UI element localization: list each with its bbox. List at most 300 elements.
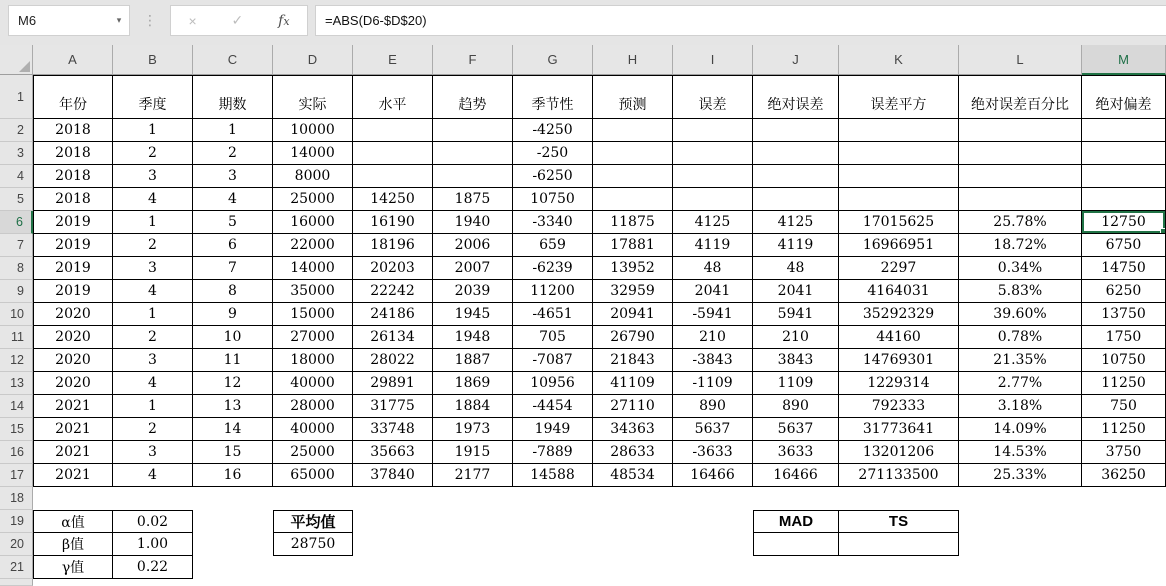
cell-E9[interactable]: 22242 (353, 280, 433, 303)
cell-A16[interactable]: 2021 (33, 441, 113, 464)
cell-H14[interactable]: 27110 (593, 395, 673, 418)
cell-K20[interactable] (839, 533, 959, 556)
cell-L11[interactable]: 0.78% (959, 326, 1082, 349)
enter-icon[interactable]: ✓ (231, 12, 244, 28)
cell-I6[interactable]: 4125 (673, 211, 753, 234)
cell-A3[interactable]: 2018 (33, 142, 113, 165)
cell-H21[interactable] (593, 556, 673, 579)
cell-I19[interactable] (673, 510, 753, 533)
cell-C8[interactable]: 7 (193, 257, 273, 280)
cell-M6[interactable]: 12750 (1082, 211, 1166, 234)
row-header-18[interactable]: 18 (0, 487, 33, 510)
cell-C18[interactable] (193, 487, 273, 510)
cell-E8[interactable]: 20203 (353, 257, 433, 280)
cell-H19[interactable] (593, 510, 673, 533)
cell-C16[interactable]: 15 (193, 441, 273, 464)
cell-A19[interactable]: α值 (33, 510, 113, 533)
cell-M11[interactable]: 1750 (1082, 326, 1166, 349)
cell-F12[interactable]: 1887 (433, 349, 513, 372)
cell-A12[interactable]: 2020 (33, 349, 113, 372)
cell-B18[interactable] (113, 487, 193, 510)
cell-G21[interactable] (513, 556, 593, 579)
cell-I2[interactable] (673, 119, 753, 142)
cell-J1[interactable]: 绝对误差 (753, 75, 839, 119)
cell-C5[interactable]: 4 (193, 188, 273, 211)
cell-M20[interactable] (1082, 533, 1166, 556)
insert-function-icon[interactable] (278, 13, 289, 29)
cell-K5[interactable] (839, 188, 959, 211)
cell-L12[interactable]: 21.35% (959, 349, 1082, 372)
cell-K17[interactable]: 271133500 (839, 464, 959, 487)
cell-L7[interactable]: 18.72% (959, 234, 1082, 257)
cell-L1[interactable]: 绝对误差百分比 (959, 75, 1082, 119)
cell-I15[interactable]: 5637 (673, 418, 753, 441)
cell-I7[interactable]: 4119 (673, 234, 753, 257)
cell-M16[interactable]: 3750 (1082, 441, 1166, 464)
cell-C15[interactable]: 14 (193, 418, 273, 441)
cell-I5[interactable] (673, 188, 753, 211)
cell-I8[interactable]: 48 (673, 257, 753, 280)
cell-C3[interactable]: 2 (193, 142, 273, 165)
cell-F13[interactable]: 1869 (433, 372, 513, 395)
cell-D7[interactable]: 22000 (273, 234, 353, 257)
cell-H18[interactable] (593, 487, 673, 510)
cell-I20[interactable] (673, 533, 753, 556)
cell-F3[interactable] (433, 142, 513, 165)
cell-F18[interactable] (433, 487, 513, 510)
cell-F16[interactable]: 1915 (433, 441, 513, 464)
column-header-C[interactable]: C (193, 45, 273, 75)
cell-H12[interactable]: 21843 (593, 349, 673, 372)
formula-bar-resize-handle[interactable]: ⋮ (143, 12, 157, 28)
cell-E4[interactable] (353, 165, 433, 188)
column-header-A[interactable]: A (33, 45, 113, 75)
cell-D3[interactable]: 14000 (273, 142, 353, 165)
cell-E11[interactable]: 26134 (353, 326, 433, 349)
cell-K8[interactable]: 2297 (839, 257, 959, 280)
cell-L19[interactable] (959, 510, 1082, 533)
cell-I14[interactable]: 890 (673, 395, 753, 418)
cell-J6[interactable]: 4125 (753, 211, 839, 234)
cell-D19[interactable]: 平均值 (273, 510, 353, 533)
cell-B7[interactable]: 2 (113, 234, 193, 257)
cell-K19[interactable]: TS (839, 510, 959, 533)
name-box-dropdown-icon[interactable]: ▾ (116, 15, 122, 25)
row-header-7[interactable]: 7 (0, 234, 33, 257)
cell-G6[interactable]: -3340 (513, 211, 593, 234)
cell-L16[interactable]: 14.53% (959, 441, 1082, 464)
column-header-L[interactable]: L (959, 45, 1082, 75)
cell-K1[interactable]: 误差平方 (839, 75, 959, 119)
cell-F2[interactable] (433, 119, 513, 142)
row-header-12[interactable]: 12 (0, 349, 33, 372)
cell-K10[interactable]: 35292329 (839, 303, 959, 326)
cell-C21[interactable] (193, 556, 273, 579)
cell-K3[interactable] (839, 142, 959, 165)
cell-L14[interactable]: 3.18% (959, 395, 1082, 418)
cell-A14[interactable]: 2021 (33, 395, 113, 418)
cell-F15[interactable]: 1973 (433, 418, 513, 441)
cell-A21[interactable]: γ值 (33, 556, 113, 579)
cell-G1[interactable]: 季节性 (513, 75, 593, 119)
row-header-2[interactable]: 2 (0, 119, 33, 142)
cell-G15[interactable]: 1949 (513, 418, 593, 441)
cell-L2[interactable] (959, 119, 1082, 142)
cell-G5[interactable]: 10750 (513, 188, 593, 211)
cell-A17[interactable]: 2021 (33, 464, 113, 487)
cell-J13[interactable]: 1109 (753, 372, 839, 395)
cell-G20[interactable] (513, 533, 593, 556)
cell-K4[interactable] (839, 165, 959, 188)
cell-A18[interactable] (33, 487, 113, 510)
cell-E19[interactable] (353, 510, 433, 533)
cell-C4[interactable]: 3 (193, 165, 273, 188)
name-box[interactable] (8, 5, 130, 36)
cell-E12[interactable]: 28022 (353, 349, 433, 372)
cell-M10[interactable]: 13750 (1082, 303, 1166, 326)
cancel-icon[interactable]: × (188, 12, 197, 29)
cell-D20[interactable]: 28750 (273, 533, 353, 556)
cell-A13[interactable]: 2020 (33, 372, 113, 395)
cell-G2[interactable]: -4250 (513, 119, 593, 142)
cell-H5[interactable] (593, 188, 673, 211)
cell-D5[interactable]: 25000 (273, 188, 353, 211)
cell-L6[interactable]: 25.78% (959, 211, 1082, 234)
row-header-21[interactable]: 21 (0, 556, 33, 579)
cell-I16[interactable]: -3633 (673, 441, 753, 464)
cell-I10[interactable]: -5941 (673, 303, 753, 326)
cell-J19[interactable]: MAD (753, 510, 839, 533)
cell-A11[interactable]: 2020 (33, 326, 113, 349)
cell-M21[interactable] (1082, 556, 1166, 579)
cell-K2[interactable] (839, 119, 959, 142)
cell-E15[interactable]: 33748 (353, 418, 433, 441)
cell-K15[interactable]: 31773641 (839, 418, 959, 441)
cell-B4[interactable]: 3 (113, 165, 193, 188)
cell-C12[interactable]: 11 (193, 349, 273, 372)
cell-B6[interactable]: 1 (113, 211, 193, 234)
cell-E10[interactable]: 24186 (353, 303, 433, 326)
cell-D13[interactable]: 40000 (273, 372, 353, 395)
cell-G19[interactable] (513, 510, 593, 533)
row-header-5[interactable]: 5 (0, 188, 33, 211)
cell-E21[interactable] (353, 556, 433, 579)
column-header-J[interactable]: J (753, 45, 839, 75)
cell-B20[interactable]: 1.00 (113, 533, 193, 556)
cell-A1[interactable]: 年份 (33, 75, 113, 119)
cell-D9[interactable]: 35000 (273, 280, 353, 303)
cell-D1[interactable]: 实际 (273, 75, 353, 119)
cell-F6[interactable]: 1940 (433, 211, 513, 234)
cell-K11[interactable]: 44160 (839, 326, 959, 349)
cell-F5[interactable]: 1875 (433, 188, 513, 211)
cell-J14[interactable]: 890 (753, 395, 839, 418)
column-header-D[interactable]: D (273, 45, 353, 75)
cell-H9[interactable]: 32959 (593, 280, 673, 303)
cell-L20[interactable] (959, 533, 1082, 556)
cell-D10[interactable]: 15000 (273, 303, 353, 326)
cell-I3[interactable] (673, 142, 753, 165)
cell-F14[interactable]: 1884 (433, 395, 513, 418)
cell-C10[interactable]: 9 (193, 303, 273, 326)
cell-D6[interactable]: 16000 (273, 211, 353, 234)
cell-K9[interactable]: 4164031 (839, 280, 959, 303)
cell-G7[interactable]: 659 (513, 234, 593, 257)
cell-E6[interactable]: 16190 (353, 211, 433, 234)
cell-F7[interactable]: 2006 (433, 234, 513, 257)
cell-G13[interactable]: 10956 (513, 372, 593, 395)
column-header-G[interactable]: G (513, 45, 593, 75)
cell-F11[interactable]: 1948 (433, 326, 513, 349)
cell-F17[interactable]: 2177 (433, 464, 513, 487)
cell-A20[interactable]: β值 (33, 533, 113, 556)
cell-M17[interactable]: 36250 (1082, 464, 1166, 487)
cell-K13[interactable]: 1229314 (839, 372, 959, 395)
cell-M14[interactable]: 750 (1082, 395, 1166, 418)
column-header-I[interactable]: I (673, 45, 753, 75)
row-header-17[interactable]: 17 (0, 464, 33, 487)
cell-D17[interactable]: 65000 (273, 464, 353, 487)
row-header-1[interactable]: 1 (0, 75, 33, 119)
cell-E5[interactable]: 14250 (353, 188, 433, 211)
cell-D16[interactable]: 25000 (273, 441, 353, 464)
cell-A5[interactable]: 2018 (33, 188, 113, 211)
cell-B15[interactable]: 2 (113, 418, 193, 441)
cell-F1[interactable]: 趋势 (433, 75, 513, 119)
column-header-K[interactable]: K (839, 45, 959, 75)
cell-M4[interactable] (1082, 165, 1166, 188)
cell-G9[interactable]: 11200 (513, 280, 593, 303)
cell-K7[interactable]: 16966951 (839, 234, 959, 257)
cell-G4[interactable]: -6250 (513, 165, 593, 188)
cell-G16[interactable]: -7889 (513, 441, 593, 464)
cell-G11[interactable]: 705 (513, 326, 593, 349)
cell-M3[interactable] (1082, 142, 1166, 165)
cell-H1[interactable]: 预测 (593, 75, 673, 119)
cell-M2[interactable] (1082, 119, 1166, 142)
cell-M15[interactable]: 11250 (1082, 418, 1166, 441)
cell-A9[interactable]: 2019 (33, 280, 113, 303)
cell-J18[interactable] (753, 487, 839, 510)
cell-L10[interactable]: 39.60% (959, 303, 1082, 326)
cell-H7[interactable]: 17881 (593, 234, 673, 257)
row-header-20[interactable]: 20 (0, 533, 33, 556)
cell-L9[interactable]: 5.83% (959, 280, 1082, 303)
cell-I21[interactable] (673, 556, 753, 579)
cell-B1[interactable]: 季度 (113, 75, 193, 119)
cell-C7[interactable]: 6 (193, 234, 273, 257)
cell-B3[interactable]: 2 (113, 142, 193, 165)
column-header-M[interactable]: M (1082, 45, 1166, 75)
row-header-10[interactable]: 10 (0, 303, 33, 326)
cell-M5[interactable] (1082, 188, 1166, 211)
cell-E18[interactable] (353, 487, 433, 510)
cell-J20[interactable] (753, 533, 839, 556)
cell-J10[interactable]: 5941 (753, 303, 839, 326)
cell-C2[interactable]: 1 (193, 119, 273, 142)
column-header-H[interactable]: H (593, 45, 673, 75)
cell-M7[interactable]: 6750 (1082, 234, 1166, 257)
cell-I9[interactable]: 2041 (673, 280, 753, 303)
cell-K18[interactable] (839, 487, 959, 510)
cell-E7[interactable]: 18196 (353, 234, 433, 257)
cell-L5[interactable] (959, 188, 1082, 211)
cell-M18[interactable] (1082, 487, 1166, 510)
cell-H2[interactable] (593, 119, 673, 142)
row-header-9[interactable]: 9 (0, 280, 33, 303)
cell-B9[interactable]: 4 (113, 280, 193, 303)
cell-J3[interactable] (753, 142, 839, 165)
cell-D2[interactable]: 10000 (273, 119, 353, 142)
cell-B12[interactable]: 3 (113, 349, 193, 372)
cell-A4[interactable]: 2018 (33, 165, 113, 188)
cell-E3[interactable] (353, 142, 433, 165)
cell-E2[interactable] (353, 119, 433, 142)
cell-M8[interactable]: 14750 (1082, 257, 1166, 280)
cell-E13[interactable]: 29891 (353, 372, 433, 395)
cell-D8[interactable]: 14000 (273, 257, 353, 280)
cell-M12[interactable]: 10750 (1082, 349, 1166, 372)
cell-I1[interactable]: 误差 (673, 75, 753, 119)
cell-M19[interactable] (1082, 510, 1166, 533)
cell-K14[interactable]: 792333 (839, 395, 959, 418)
cell-B17[interactable]: 4 (113, 464, 193, 487)
cell-F20[interactable] (433, 533, 513, 556)
cell-I12[interactable]: -3843 (673, 349, 753, 372)
cell-J12[interactable]: 3843 (753, 349, 839, 372)
cell-H3[interactable] (593, 142, 673, 165)
cell-J2[interactable] (753, 119, 839, 142)
cell-D12[interactable]: 18000 (273, 349, 353, 372)
cell-L15[interactable]: 14.09% (959, 418, 1082, 441)
cell-H6[interactable]: 11875 (593, 211, 673, 234)
cell-H11[interactable]: 26790 (593, 326, 673, 349)
cell-J4[interactable] (753, 165, 839, 188)
row-header-15[interactable]: 15 (0, 418, 33, 441)
cell-L17[interactable]: 25.33% (959, 464, 1082, 487)
cell-A10[interactable]: 2020 (33, 303, 113, 326)
cell-A7[interactable]: 2019 (33, 234, 113, 257)
cell-L13[interactable]: 2.77% (959, 372, 1082, 395)
cell-H16[interactable]: 28633 (593, 441, 673, 464)
cell-H15[interactable]: 34363 (593, 418, 673, 441)
row-header-13[interactable]: 13 (0, 372, 33, 395)
cell-B5[interactable]: 4 (113, 188, 193, 211)
cell-C11[interactable]: 10 (193, 326, 273, 349)
cell-G3[interactable]: -250 (513, 142, 593, 165)
row-header-16[interactable]: 16 (0, 441, 33, 464)
cell-G17[interactable]: 14588 (513, 464, 593, 487)
cell-K21[interactable] (839, 556, 959, 579)
cell-K16[interactable]: 13201206 (839, 441, 959, 464)
cell-A15[interactable]: 2021 (33, 418, 113, 441)
cell-F8[interactable]: 2007 (433, 257, 513, 280)
cell-C19[interactable] (193, 510, 273, 533)
cell-A2[interactable]: 2018 (33, 119, 113, 142)
row-header-3[interactable]: 3 (0, 142, 33, 165)
cell-L21[interactable] (959, 556, 1082, 579)
cell-B10[interactable]: 1 (113, 303, 193, 326)
cell-C20[interactable] (193, 533, 273, 556)
cell-J8[interactable]: 48 (753, 257, 839, 280)
column-header-E[interactable]: E (353, 45, 433, 75)
row-header-14[interactable]: 14 (0, 395, 33, 418)
cell-D15[interactable]: 40000 (273, 418, 353, 441)
cell-I17[interactable]: 16466 (673, 464, 753, 487)
cell-M13[interactable]: 11250 (1082, 372, 1166, 395)
cell-H8[interactable]: 13952 (593, 257, 673, 280)
cell-J15[interactable]: 5637 (753, 418, 839, 441)
cell-K6[interactable]: 17015625 (839, 211, 959, 234)
row-header-4[interactable]: 4 (0, 165, 33, 188)
cell-E14[interactable]: 31775 (353, 395, 433, 418)
cell-J7[interactable]: 4119 (753, 234, 839, 257)
cell-B14[interactable]: 1 (113, 395, 193, 418)
cell-C9[interactable]: 8 (193, 280, 273, 303)
cell-B16[interactable]: 3 (113, 441, 193, 464)
column-header-F[interactable]: F (433, 45, 513, 75)
cell-L8[interactable]: 0.34% (959, 257, 1082, 280)
cell-J16[interactable]: 3633 (753, 441, 839, 464)
cell-F19[interactable] (433, 510, 513, 533)
cell-H20[interactable] (593, 533, 673, 556)
column-header-B[interactable]: B (113, 45, 193, 75)
cell-D14[interactable]: 28000 (273, 395, 353, 418)
cell-B2[interactable]: 1 (113, 119, 193, 142)
cell-L4[interactable] (959, 165, 1082, 188)
cell-L18[interactable] (959, 487, 1082, 510)
cell-D4[interactable]: 8000 (273, 165, 353, 188)
cell-G14[interactable]: -4454 (513, 395, 593, 418)
cell-C13[interactable]: 12 (193, 372, 273, 395)
cell-E17[interactable]: 37840 (353, 464, 433, 487)
cell-G8[interactable]: -6239 (513, 257, 593, 280)
cell-J9[interactable]: 2041 (753, 280, 839, 303)
cell-I4[interactable] (673, 165, 753, 188)
cell-F10[interactable]: 1945 (433, 303, 513, 326)
cell-E20[interactable] (353, 533, 433, 556)
cell-B19[interactable]: 0.02 (113, 510, 193, 533)
cell-B8[interactable]: 3 (113, 257, 193, 280)
cell-J5[interactable] (753, 188, 839, 211)
cell-B21[interactable]: 0.22 (113, 556, 193, 579)
cell-F4[interactable] (433, 165, 513, 188)
cell-I18[interactable] (673, 487, 753, 510)
cell-F21[interactable] (433, 556, 513, 579)
row-header-6[interactable]: 6 (0, 211, 33, 234)
cell-H17[interactable]: 48534 (593, 464, 673, 487)
row-header-19[interactable]: 19 (0, 510, 33, 533)
cell-C14[interactable]: 13 (193, 395, 273, 418)
cell-C17[interactable]: 16 (193, 464, 273, 487)
cell-E16[interactable]: 35663 (353, 441, 433, 464)
cell-H10[interactable]: 20941 (593, 303, 673, 326)
cell-K12[interactable]: 14769301 (839, 349, 959, 372)
row-header-8[interactable]: 8 (0, 257, 33, 280)
cell-J11[interactable]: 210 (753, 326, 839, 349)
cell-H4[interactable] (593, 165, 673, 188)
cell-G18[interactable] (513, 487, 593, 510)
cell-D21[interactable] (273, 556, 353, 579)
cell-J17[interactable]: 16466 (753, 464, 839, 487)
cell-D18[interactable] (273, 487, 353, 510)
cell-J21[interactable] (753, 556, 839, 579)
cell-A8[interactable]: 2019 (33, 257, 113, 280)
cell-G10[interactable]: -4651 (513, 303, 593, 326)
select-all-corner[interactable] (0, 45, 33, 75)
cell-B11[interactable]: 2 (113, 326, 193, 349)
cell-I13[interactable]: -1109 (673, 372, 753, 395)
